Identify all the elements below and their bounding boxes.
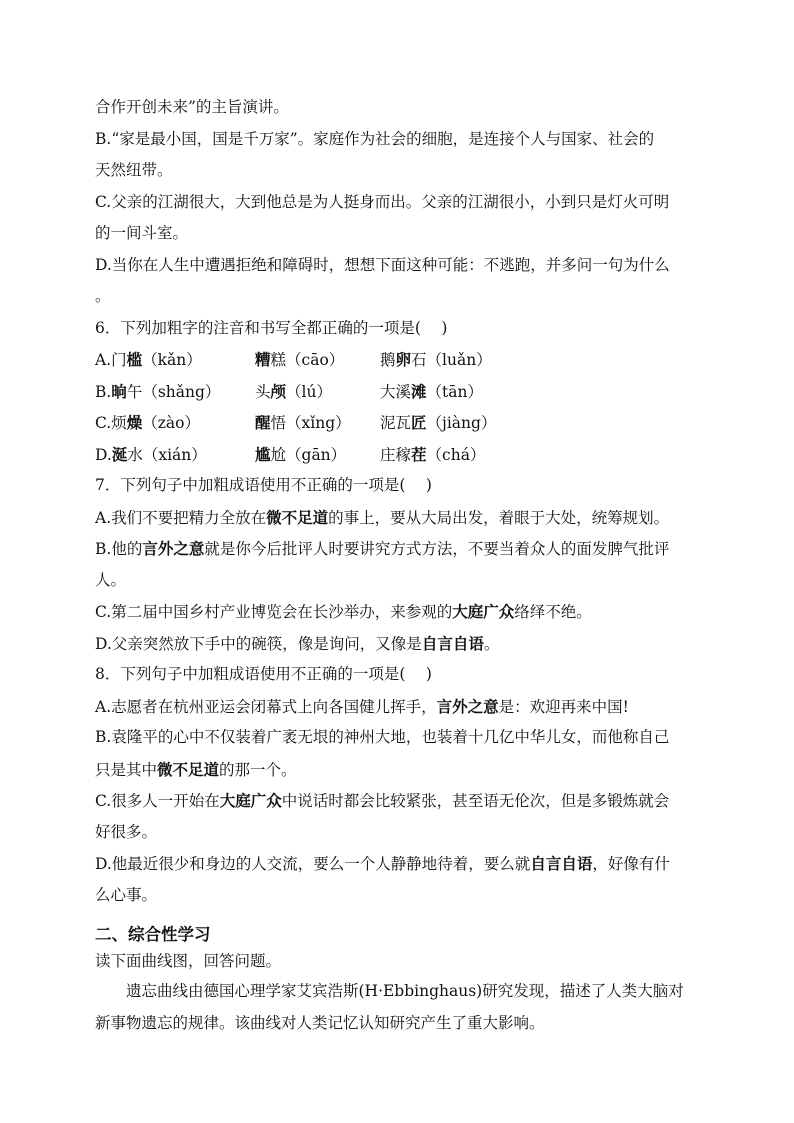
q6-b2: 头颅（lú） bbox=[255, 381, 332, 401]
q6-a3: 鹅卵石（luǎn） bbox=[380, 350, 492, 369]
q6-b1: B.晌午（shǎng） bbox=[95, 381, 221, 401]
text-line: 天然纽带。 bbox=[95, 161, 173, 179]
option-d: D.当你在人生中遭遇拒绝和障碍时，想想下面这种可能：不逃跑，并多问一句为什么 bbox=[95, 255, 670, 274]
text-line: 。 bbox=[95, 287, 111, 305]
q8-option-c: C.很多人一开始在大庭广众中说话时都会比较紧张，甚至语无伦次，但是多锻炼就会 bbox=[95, 791, 670, 810]
text-line: 合作开创未来”的主旨演讲。 bbox=[95, 98, 289, 116]
section-heading: 二、综合性学习 bbox=[95, 925, 211, 944]
q7-option-a: A.我们不要把精力全放在微不足道的事上，要从大局出发，着眼于大处，统筹规划。 bbox=[95, 507, 670, 527]
q8-option-b: B.袁隆平的心中不仅装着广袤无垠的神州大地，也装着十几亿中华儿女，而他称自己 bbox=[95, 728, 670, 746]
q6-d1: D.涎水（xián） bbox=[95, 444, 207, 464]
q6-d2: 尴尬（gān） bbox=[255, 444, 347, 464]
question-8-stem: 8．下列句子中加粗成语使用不正确的一项是( ) bbox=[95, 665, 432, 683]
text-line: 的一间斗室。 bbox=[95, 224, 189, 242]
q7-option-d: D.父亲突然放下手中的碗筷，像是询问，又像是自言自语。 bbox=[95, 633, 500, 653]
q6-c2: 醒悟（xǐng） bbox=[255, 413, 351, 432]
q7-option-c: C.第二届中国乡村产业博览会在长沙举办，来参观的大庭广众络绎不绝。 bbox=[95, 602, 592, 621]
q7-option-b: B.他的言外之意就是你今后批评人时要讲究方式方法，不要当着众人的面发脾气批评 bbox=[95, 539, 670, 558]
document-page bbox=[95, 92, 705, 1039]
paragraph-line: 遗忘曲线由德国心理学家艾宾浩斯(H·Ebbinghaus)研究发现，描述了人类大脑对 bbox=[126, 982, 684, 1000]
text-line: 么心事。 bbox=[95, 885, 158, 904]
q6-a2: 糟糕（cāo） bbox=[255, 350, 345, 369]
q6-option-row bbox=[95, 344, 705, 376]
q6-a1: A.门槛（kǎn） bbox=[95, 350, 202, 369]
paragraph-line: 新事物遗忘的规律。该曲线对人类记忆认知研究产生了重大影响。 bbox=[95, 1014, 545, 1032]
q6-option-row bbox=[95, 407, 705, 439]
q6-c3: 泥瓦匠（jiàng） bbox=[380, 413, 497, 432]
text-line: 人。 bbox=[95, 570, 127, 589]
option-b: B.“家是最小国，国是千万家”。家庭作为社会的细胞，是连接个人与国家、社会的 bbox=[95, 129, 655, 148]
text-line: 只是其中微不足道的那一个。 bbox=[95, 759, 297, 779]
text-line: 好很多。 bbox=[95, 822, 158, 841]
q6-option-row bbox=[95, 439, 705, 471]
q8-option-a: A.志愿者在杭州亚运会闭幕式上向各国健儿挥手，言外之意是：欢迎再来中国! bbox=[95, 696, 629, 716]
option-c: C.父亲的江湖很大，大到他总是为人挺身而出。父亲的江湖很小，小到只是灯火可明 bbox=[95, 192, 670, 211]
section-instruction: 读下面曲线图，回答问题。 bbox=[95, 952, 282, 970]
q8-option-d: D.他最近很少和身边的人交流，要么一个人静静地待着，要么就自言自语，好像有什 bbox=[95, 854, 670, 873]
q6-c1: C.烦燥（zào） bbox=[95, 413, 200, 432]
q6-b3: 大溪滩（tān） bbox=[380, 381, 483, 401]
question-7-stem: 7．下列句子中加粗成语使用不正确的一项是( ) bbox=[95, 476, 432, 494]
q6-option-row bbox=[95, 376, 705, 408]
question-6-stem: 6．下列加粗字的注音和书写全都正确的一项是( ) bbox=[95, 318, 448, 337]
q6-d3: 庄稼茬（chá） bbox=[380, 444, 486, 464]
